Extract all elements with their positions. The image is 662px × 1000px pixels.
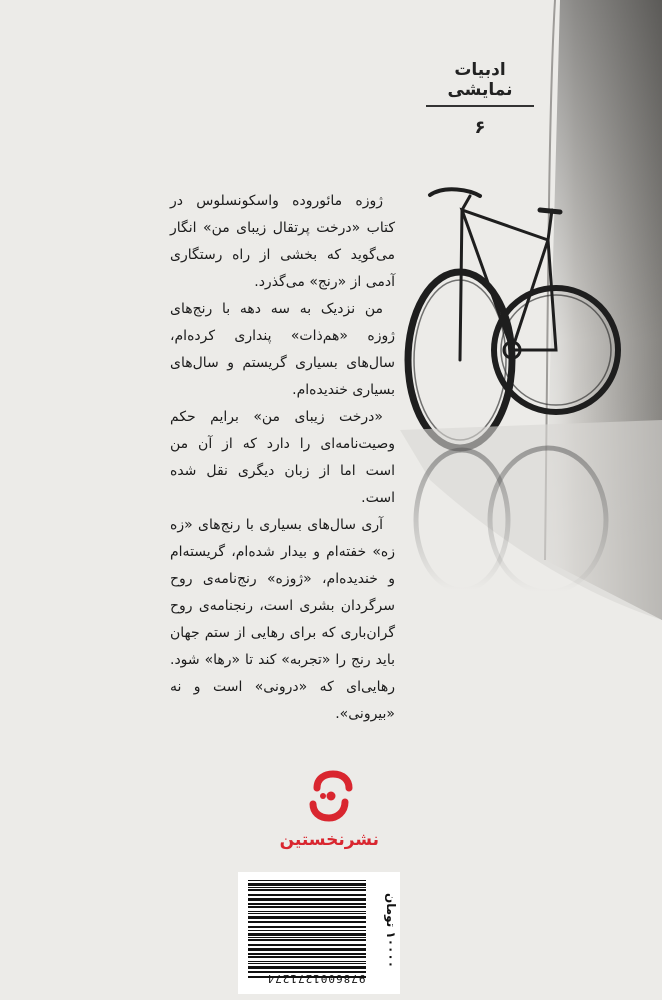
barcode-bar [248,926,366,928]
barcode-bar [248,948,366,951]
barcode-bar [248,880,366,881]
isbn-number: 9786001271274 [266,972,366,985]
price-label: ۱۰۰۰۰ تومان [384,893,398,969]
blurb-paragraph: من نزدیک به سه دهه با رنج‌های ژوزه «هم‌ذات» پنداری کرده‌ام، سال‌های بسیاری گریستم و سال‌های بسیاری خندیده‌ام. [170,301,395,398]
blurb-text [170,188,395,728]
barcode-bar [248,911,366,912]
barcode-bar [248,963,366,964]
series-title: ادبیات نمایشی [447,60,513,100]
barcode-bar [248,966,366,969]
publisher-logo [279,768,379,850]
barcode-bar [248,906,366,908]
barcode-bar [248,916,366,919]
blurb-paragraph: ژوزه مائوروده واسکونسلوس در کتاب «درخت پرتقال زیبای من» انگار می‌گوید که بخشی از راه رستگاری آدمی از «رنج» می‌گذرد. [170,193,395,290]
series-number: ۶ [474,117,486,138]
blurb-paragraph: «درخت زیبای من» برایم حکم وصیت‌نامه‌ای را دارد که از آن من است اما از زبان دیگری نقل شده است. [170,409,395,506]
barcode-bar [248,961,366,962]
series-divider [426,105,534,107]
barcode-bar [248,883,366,886]
barcode-bar [248,894,366,896]
barcode-bar [248,939,366,941]
barcode-bar [248,887,366,888]
barcode-bar [248,889,366,891]
barcode-bar [248,937,366,938]
barcode-bar [248,898,366,901]
barcode-bar [248,944,366,946]
barcode-bar [248,953,366,955]
barcode-bar [248,933,366,936]
barcode-bar [248,921,366,923]
publisher-mark-icon [303,768,359,824]
barcode-bar [248,956,366,958]
publisher-name: نشرنخستین [279,830,379,850]
barcode-bar [248,903,366,905]
barcode-bar [248,913,366,914]
barcode-bar [248,930,366,931]
series-header [420,60,540,138]
blurb-paragraph: آری سال‌های بسیاری با رنج‌های «زه زه» خفته‌ام و بیدار شده‌ام، گریسته‌ام و خندیده‌ام، «ژوزه» رنج‌نامه‌ی روح سرگردان بشری است، رنجنامه‌ی روح گران‌باری که برای رهایی از ستم جهان باید رنج را «تجربه» کند تا «رها» شود. رهایی‌ای که «درونی» است و نه «بیرونی». [170,517,395,722]
